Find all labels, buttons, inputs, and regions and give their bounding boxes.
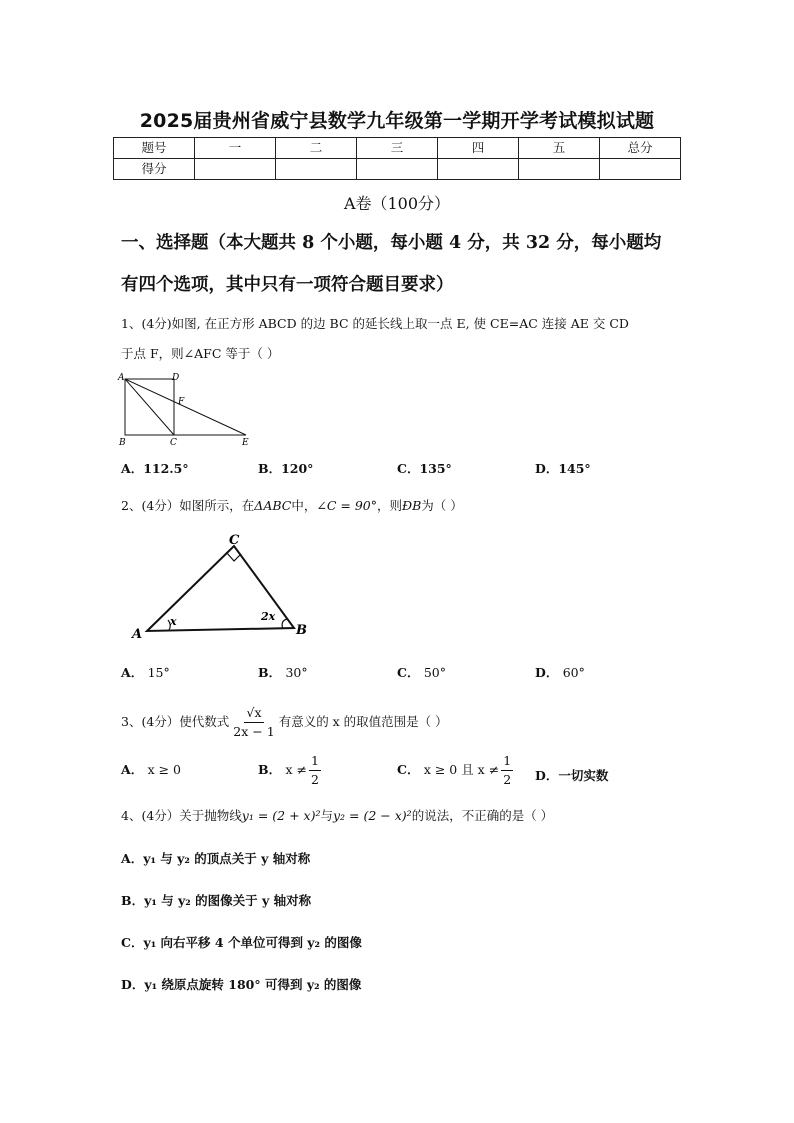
part1-heading-line1: 一、选择题（本大题共 8 个小题，每小题 4 分，共 32 分，每小题均 <box>121 233 662 253</box>
score-header-cell: 题号 <box>114 138 195 159</box>
q3-numerator: √x <box>244 704 263 723</box>
score-cell[interactable] <box>519 159 600 180</box>
q2-option-a[interactable] <box>121 663 170 681</box>
q3-option-b-num: 1 <box>309 752 321 771</box>
q4-text-pre: 4、(4分）关于抛物线 <box>121 808 242 823</box>
score-header-cell: 三 <box>357 138 438 159</box>
q2-option-d-value: 60° <box>562 665 585 680</box>
q3-option-c-num: 1 <box>501 752 513 771</box>
q3-option-a-letter: A． <box>121 762 144 777</box>
q2-text <box>121 496 463 514</box>
q2-triangle: ΔABC <box>254 498 292 513</box>
q4-text-mid: 与 <box>320 808 333 823</box>
q1-option-c[interactable]: C．135° <box>397 461 452 476</box>
score-row-label: 得分 <box>114 159 195 180</box>
q2-figure-triangle <box>128 530 310 642</box>
q2-text-mid2: ，则 <box>376 498 402 513</box>
q4-option-b[interactable]: B．y₁ 与 y₂ 的图像关于 y 轴对称 <box>121 893 312 908</box>
label-e: E <box>242 438 249 448</box>
q4-y2: y₂ = (2 − x)² <box>333 808 412 823</box>
q3-option-b-value: x ≠ <box>285 762 307 777</box>
q3-option-a-value: x ≥ 0 <box>147 762 181 777</box>
q3-option-a[interactable] <box>121 760 181 778</box>
q2-text-pre: 2、(4分）如图所示，在 <box>121 498 255 513</box>
score-cell[interactable] <box>357 159 438 180</box>
q4-text-post: 的说法，不正确的是（ ） <box>411 808 554 823</box>
part1-heading-line2: 有四个选项，其中只有一项符合题目要求） <box>121 275 454 295</box>
score-header-cell: 四 <box>438 138 519 159</box>
score-table-score-row <box>114 159 681 180</box>
q3-option-b-den: 2 <box>310 772 319 787</box>
label-d: D <box>172 373 180 383</box>
section-a-heading: A卷（100分） <box>343 194 451 213</box>
q2-text-mid: 中， <box>291 498 317 513</box>
label-f: F <box>178 397 185 407</box>
q1-option-a[interactable]: A．112.5° <box>121 461 189 476</box>
q1-text-line1: 1、(4分)如图, 在正方形 ABCD 的边 BC 的延长线上取一点 E, 使 CE=AC 连接 AE 交 CD <box>121 316 629 331</box>
q2-option-d-letter: D． <box>535 665 559 680</box>
q2-text-post: 为（ ） <box>421 498 463 513</box>
page-title: 2025届贵州省威宁县数学九年级第一学期开学考试模拟试题 <box>139 110 655 132</box>
label-b: B <box>119 438 126 448</box>
score-cell[interactable] <box>600 159 681 180</box>
label-c: C <box>229 533 240 548</box>
score-cell[interactable] <box>438 159 519 180</box>
label-a: A <box>132 627 143 642</box>
label-x: x <box>170 615 177 628</box>
label-a: A <box>118 373 125 383</box>
q2-angle: ∠C = 90° <box>316 498 377 513</box>
score-header-cell: 一 <box>195 138 276 159</box>
q2-option-c-value: 50° <box>423 665 446 680</box>
q4-option-d[interactable]: D．y₁ 绕原点旋转 180° 可得到 y₂ 的图像 <box>121 977 362 992</box>
q3-option-d[interactable]: D．一切实数 <box>535 768 609 783</box>
score-cell[interactable] <box>276 159 357 180</box>
q1-option-d[interactable]: D．145° <box>535 461 591 476</box>
score-table <box>113 137 681 180</box>
q4-text <box>121 806 553 824</box>
q4-option-a[interactable]: A．y₁ 与 y₂ 的顶点关于 y 轴对称 <box>121 851 311 866</box>
q3-option-c-letter: C． <box>397 762 420 777</box>
q2-option-a-value: 15° <box>147 665 170 680</box>
q1-option-b[interactable]: B．120° <box>258 461 314 476</box>
q2-option-b[interactable] <box>258 663 308 681</box>
q3-option-b-letter: B． <box>258 762 282 777</box>
q3-option-b[interactable] <box>258 752 323 789</box>
q4-option-c[interactable]: C．y₁ 向右平移 4 个单位可得到 y₂ 的图像 <box>121 935 362 950</box>
q4-y1: y₁ = (2 + x)² <box>241 808 321 823</box>
q3-text-post: 有意义的 x 的取值范围是（ ） <box>278 714 448 729</box>
q1-text-line2: 于点 F，则∠AFC 等于（ ） <box>121 346 280 361</box>
q3-option-c[interactable] <box>397 752 515 789</box>
q3-option-b-fraction <box>309 752 321 789</box>
q3-option-c-fraction <box>501 752 513 789</box>
q2-option-c-letter: C． <box>397 665 420 680</box>
score-header-cell: 五 <box>519 138 600 159</box>
label-c: C <box>170 438 177 448</box>
q2-option-d[interactable] <box>535 663 585 681</box>
q2-option-b-value: 30° <box>285 665 308 680</box>
q3-denominator: 2x − 1 <box>233 724 275 739</box>
q2-option-c[interactable] <box>397 663 446 681</box>
q3-option-c-value: x ≥ 0 且 x ≠ <box>423 762 500 777</box>
score-header-cell: 二 <box>276 138 357 159</box>
q3-text <box>121 704 448 741</box>
score-header-cell: 总分 <box>600 138 681 159</box>
q1-figure-square <box>116 370 258 450</box>
label-b: B <box>296 623 307 638</box>
q3-fraction <box>231 704 276 741</box>
q2-option-b-letter: B． <box>258 665 282 680</box>
q3-option-c-den: 2 <box>503 772 512 787</box>
q2-option-a-letter: A． <box>121 665 144 680</box>
label-2x: 2x <box>261 610 276 623</box>
score-table-header-row <box>114 138 681 159</box>
q2-ask: ÐB <box>402 498 422 513</box>
score-cell[interactable] <box>195 159 276 180</box>
q3-text-pre: 3、(4分）使代数式 <box>121 714 230 729</box>
